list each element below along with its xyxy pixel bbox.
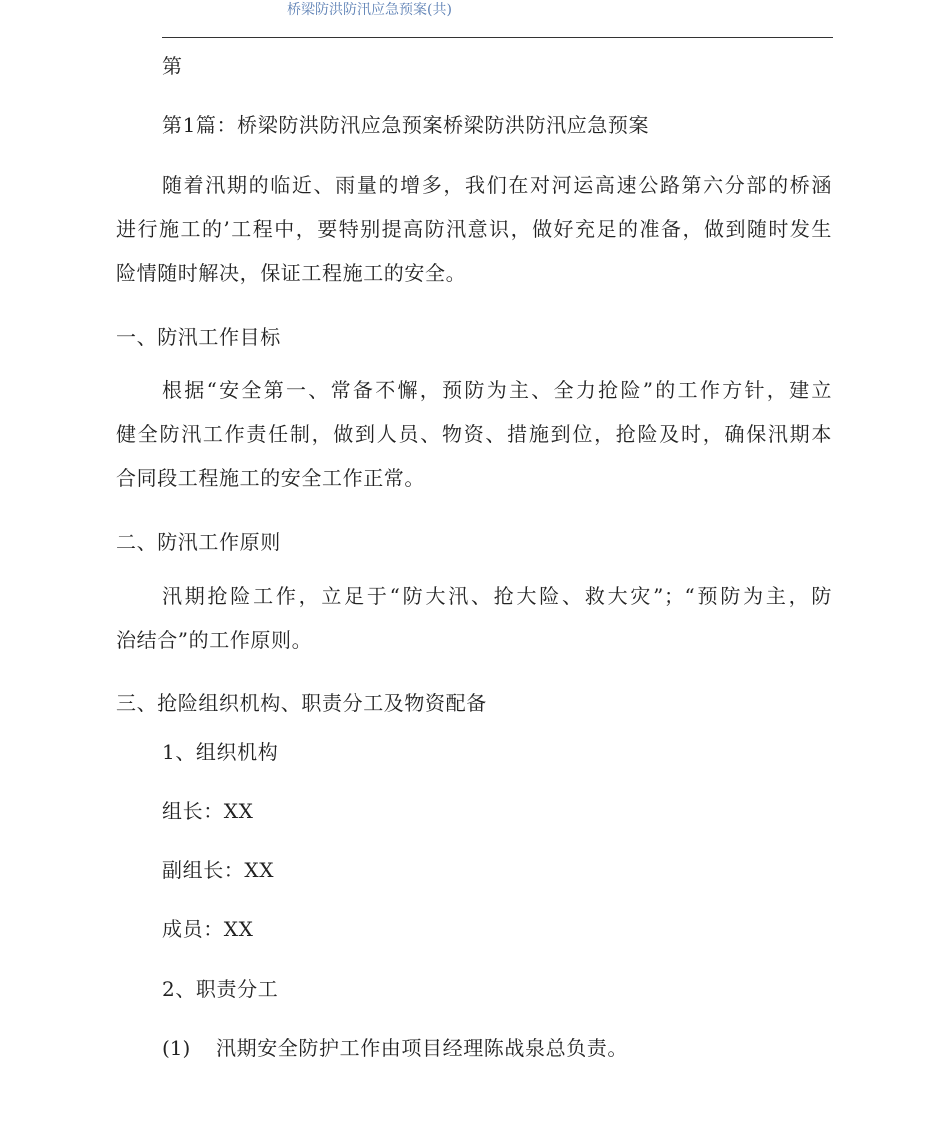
page-fragment-di: 第 — [162, 54, 183, 78]
goals-line-1: 根据“安全第一、常备不懈，预防为主、全力抢险”的工作方针，建立 — [162, 378, 832, 402]
principles-line-2: 治结合”的工作原则。 — [116, 628, 313, 652]
header-divider — [162, 37, 833, 38]
subheading-organization: 1、组织机构 — [162, 740, 279, 764]
chapter-title: 第1篇：桥梁防洪防汛应急预案桥梁防洪防汛应急预案 — [162, 113, 650, 137]
intro-line-3: 险情随时解决，保证工程施工的安全。 — [116, 261, 467, 285]
goals-line-3: 合同段工程施工的安全工作正常。 — [116, 466, 425, 490]
section-heading-goals: 一、防汛工作目标 — [116, 325, 281, 349]
duty-item-text: 汛期安全防护工作由项目经理陈战泉总负责。 — [216, 1036, 628, 1060]
intro-line-2: 进行施工的’工程中，要特别提高防汛意识，做好充足的准备，做到随时发生 — [116, 217, 832, 241]
intro-line-1: 随着汛期的临近、雨量的增多，我们在对河运高速公路第六分部的桥涵 — [162, 173, 832, 197]
duty-item-number: (1) — [162, 1036, 191, 1060]
section-heading-organization: 三、抢险组织机构、职责分工及物资配备 — [116, 691, 487, 715]
team-leader: 组长：XX — [162, 799, 254, 823]
goals-line-2: 健全防汛工作责任制，做到人员、物资、措施到位，抢险及时，确保汛期本 — [116, 422, 832, 446]
team-members: 成员：XX — [162, 917, 254, 941]
principles-line-1: 汛期抢险工作，立足于“防大汛、抢大险、救大灾”；“预防为主，防 — [162, 584, 832, 608]
subheading-duties: 2、职责分工 — [162, 977, 279, 1001]
running-header-title: 桥梁防洪防汛应急预案(共) — [287, 2, 452, 18]
section-heading-principles: 二、防汛工作原则 — [116, 530, 281, 554]
deputy-leader: 副组长：XX — [162, 858, 275, 882]
